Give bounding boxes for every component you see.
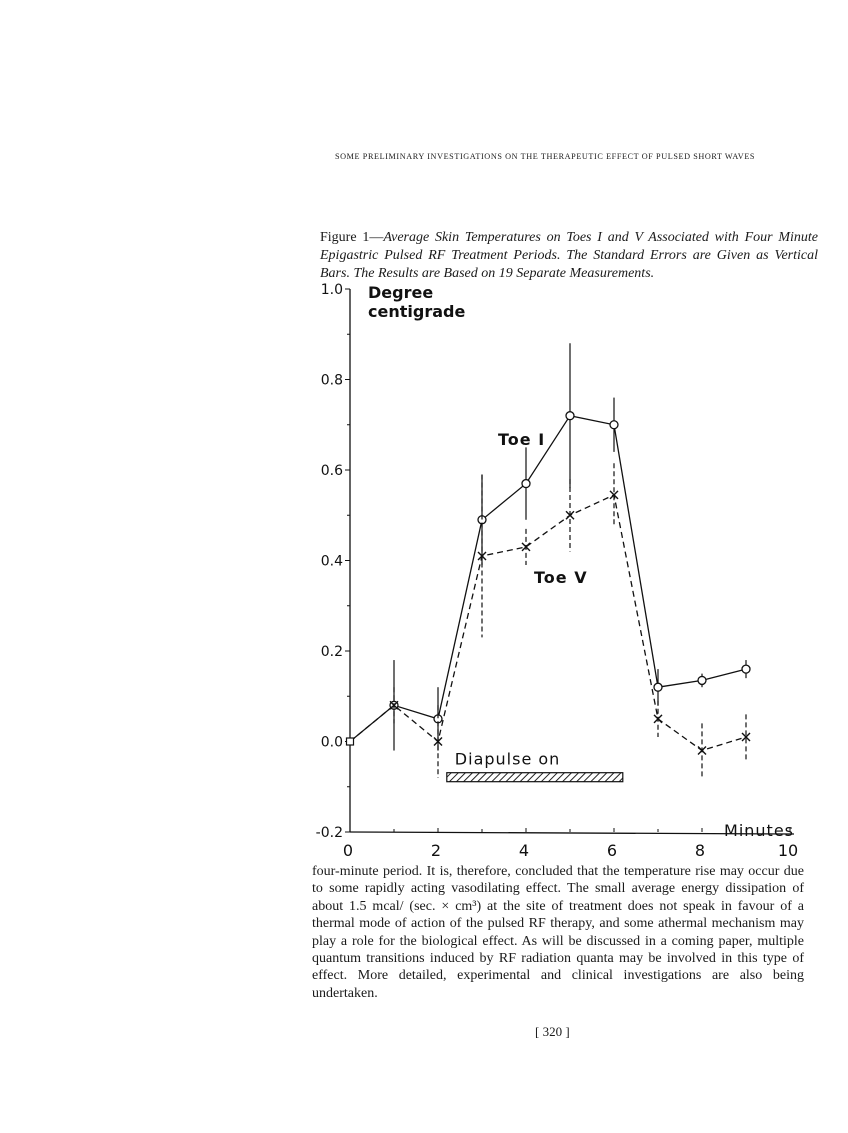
x-tick-label: 10 xyxy=(777,841,799,860)
toe-i-label: Toe I xyxy=(498,430,546,449)
diapulse-bar xyxy=(447,773,623,782)
y-tick-label: 1.0 xyxy=(320,282,343,298)
toe-v-line xyxy=(350,495,746,751)
x-tick-label: 6 xyxy=(606,841,618,860)
figure-caption-text: Average Skin Temperatures on Toes I and V Associated with Four Minute Epigastric Pulsed RF Treatment Periods. The Standard Errors are Given as Vertical Bars. The Results are Based on 19 Separate Measurements. xyxy=(320,230,818,281)
x-tick-label: 4 xyxy=(518,841,530,860)
origin-marker xyxy=(347,738,354,745)
toe-i-point xyxy=(610,421,618,429)
body-paragraph: four-minute period. It is, therefore, concluded that the temperature rise may occur due to some rapidly acting vasodilating effect. The small average energy dissipation of about 1.5 mcal/ (sec. × cm³) at the site of treatment does not speak in favour of a thermal mode of action of the pulsed RF therapy, and some athermal mechanism may play a role for the biological effect. As will be discussed in a coming paper, multiple quantum transitions induced by RF radiation quanta may be involved in this type of effect. More detailed, experimental and clinical investigations are also being undertaken. xyxy=(312,864,804,1001)
x-tick-label: 0 xyxy=(342,841,354,860)
y-tick-label: 0.0 xyxy=(320,734,343,751)
x-tick-label: 8 xyxy=(694,841,706,860)
diapulse-label: Diapulse on xyxy=(454,749,561,769)
x-axis-label: Minutes xyxy=(724,821,794,840)
toe-i-point xyxy=(522,480,530,488)
figure-caption-label: Figure 1— xyxy=(320,230,384,245)
y-tick-label: 0.6 xyxy=(320,463,343,479)
running-head: SOME PRELIMINARY INVESTIGATIONS ON THE THERAPEUTIC EFFECT OF PULSED SHORT WAVES xyxy=(335,152,756,161)
x-tick-label: 2 xyxy=(430,841,442,860)
toe-v-label: Toe V xyxy=(534,568,588,587)
toe-i-point xyxy=(566,412,574,420)
y-tick-label: 0.8 xyxy=(320,372,343,389)
y-axis-label: centigrade xyxy=(368,302,466,321)
page-number: [ 320 ] xyxy=(535,1024,570,1039)
y-tick-label: 0.2 xyxy=(320,644,343,660)
y-tick-label: -0.2 xyxy=(315,825,343,841)
toe-i-point xyxy=(698,676,706,684)
toe-i-point xyxy=(742,665,750,673)
body-paragraph-block xyxy=(312,863,804,1002)
toe-i-point xyxy=(654,683,662,691)
y-axis-label: Degree xyxy=(368,283,434,302)
y-tick-label: 0.4 xyxy=(320,553,343,570)
